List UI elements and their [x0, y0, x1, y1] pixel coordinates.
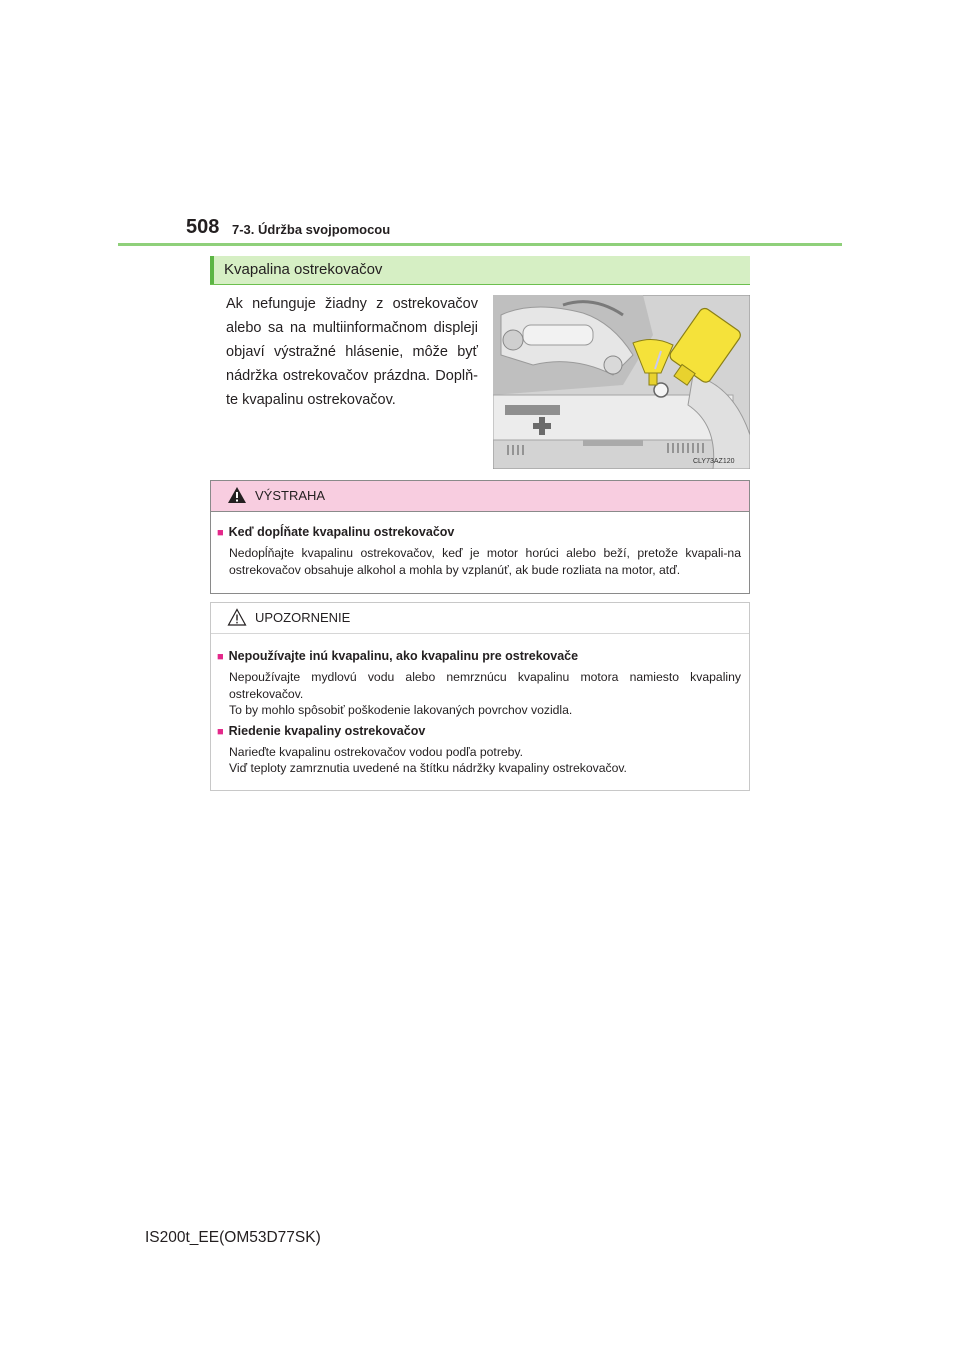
- caution-item-1-text-2: To by mohlo spôsobiť poškodenie lakovaných povrchov vozidla.: [229, 703, 573, 717]
- section-heading: Kvapalina ostrekovačov: [224, 261, 383, 278]
- caution-item-2-title: ■ Riedenie kvapaliny ostrekovačov: [217, 724, 426, 738]
- intro-paragraph: Ak nefunguje žiadny z ostrekovačov alebo sa na multiinformačnom displeji objaví výstražné hlásenie, môže byť nádržka ostrekovačov prázdna. Doplň-te kvapalinu ostrekovačov.: [226, 296, 478, 408]
- caution-item-1-text: Nepoužívajte mydlovú vodu alebo nemrznúcu kvapalinu motora namiesto kvapaliny ostrekovačov.: [229, 670, 741, 701]
- warning-box: [210, 480, 750, 594]
- warning-item-text: Nedopĺňajte kvapalinu ostrekovačov, keď je motor horúci alebo beží, pretože kvapali-na ostrekovačov obsahuje alkohol a mohla by vzplanúť, ak bude rozliata na motor, atď.: [229, 546, 741, 577]
- square-bullet-icon: ■: [217, 527, 224, 539]
- caution-item-2-text: Narieďte kvapalinu ostrekovačov vodou podľa potreby.: [229, 745, 524, 759]
- footer-model-code: IS200t_EE(OM53D77SK): [145, 1229, 321, 1246]
- caution-label: UPOZORNENIE: [255, 610, 351, 625]
- caution-box: [210, 602, 750, 791]
- caution-item-2-text-2: Viď teploty zamrznutia uvedené na štítku nádržky kvapaliny ostrekovačov.: [229, 761, 627, 775]
- section-heading-bar: [210, 256, 750, 285]
- square-bullet-icon: ■: [217, 651, 224, 663]
- caution-triangle-icon: [227, 608, 247, 626]
- washer-fluid-illustration: [493, 295, 750, 469]
- warning-item-title: ■ Keď dopĺňate kvapalinu ostrekovačov: [217, 525, 455, 539]
- section-heading-stripe: [210, 256, 214, 284]
- caution-header: [211, 603, 749, 634]
- section-title: 7-3. Údržba svojpomocou: [232, 222, 391, 237]
- warning-triangle-icon: [227, 486, 247, 504]
- warning-label: VÝSTRAHA: [255, 488, 326, 503]
- illustration-code: CLY73AZ120: [693, 458, 735, 465]
- page-number: 508: [186, 216, 220, 238]
- square-bullet-icon: ■: [217, 726, 224, 738]
- warning-header: [211, 481, 749, 512]
- header-rule: [118, 243, 842, 246]
- caution-item-1-title: ■ Nepoužívajte inú kvapalinu, ako kvapalinu pre ostrekovače: [217, 649, 579, 663]
